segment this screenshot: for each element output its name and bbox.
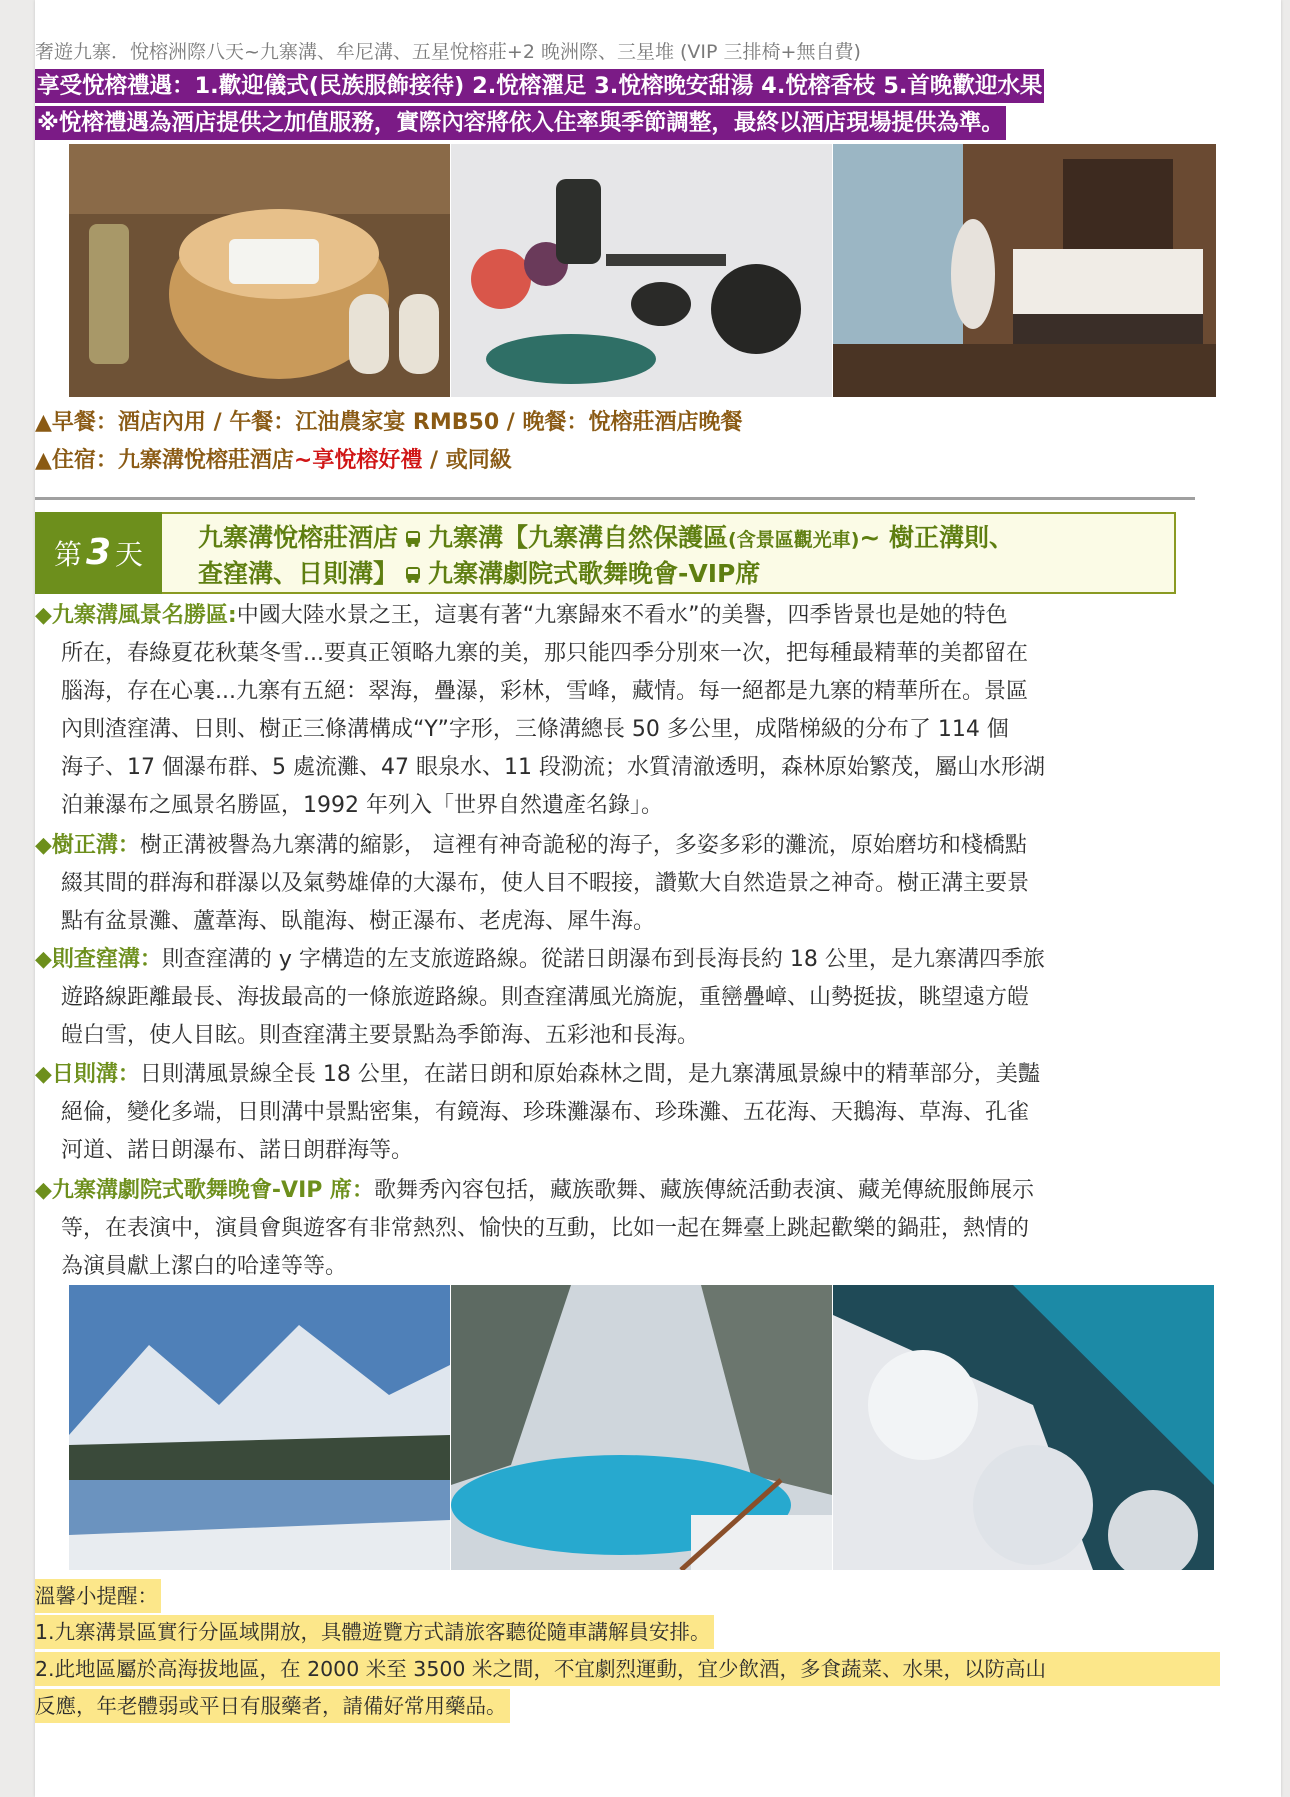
reminder-item-1: 1.九寨溝景區實行分區域開放，具體遊覽方式請旅客聽從隨車講解員安排。 xyxy=(35,1615,714,1649)
day-title-note: (含景區觀光車) xyxy=(728,529,860,551)
bus-icon xyxy=(404,530,422,548)
section-text: 則查窪溝的 y 字構造的左支旅遊路線。從諾日朗瀑布到長海長約 18 公里，是九寨溝四季旅 xyxy=(161,947,1045,972)
day-title-part: 九寨溝悅榕莊酒店 xyxy=(198,523,399,552)
section-label: ◆則查窪溝： xyxy=(35,947,162,972)
section-text: 樹正溝被譽為九寨溝的縮影， 這裡有神奇詭秘的海子，多姿多彩的灘流，原始磨坊和棧橋點 xyxy=(139,833,1027,858)
photo-hotel-room xyxy=(833,144,1216,397)
day-badge xyxy=(35,512,162,594)
section-label: ◆樹正溝： xyxy=(35,833,140,858)
section-text: 綴其間的群海和群瀑以及氣勢雄偉的大瀑布，使人目不暇接，讚歎大自然造景之神奇。樹正溝主要景 xyxy=(61,871,1030,896)
section-zechawa xyxy=(35,941,1220,1055)
photo-frozen-forest xyxy=(833,1285,1214,1570)
section-text: 河道、諾日朗瀑布、諾日朗群海等。 xyxy=(61,1138,414,1163)
photo-snowy-blue-pool xyxy=(451,1285,832,1570)
bus-icon xyxy=(404,566,422,584)
section-text: 泊兼瀑布之風景名勝區，1992 年列入「世界自然遺產名錄」。 xyxy=(61,793,663,818)
section-divider xyxy=(35,497,1195,500)
lodging-info xyxy=(35,443,512,474)
section-text: 遊路線距離最長、海拔最高的一條旅遊路線。則查窪溝風光旖旎，重巒疊嶂、山勢挺拔，眺望遠方皚 xyxy=(61,985,1030,1010)
day-title-part: 九寨溝劇院式歌舞晚會-VIP席 xyxy=(428,559,761,588)
section-text: 日則溝風景線全長 18 公里，在諾日朗和原始森林之間，是九寨溝風景線中的精華部分，美豔 xyxy=(139,1062,1040,1087)
section-text: 歌舞秀內容包括，藏族歌舞、藏族傳統活動表演、藏羌傳統服飾展示 xyxy=(374,1178,1035,1203)
day-title-part: 九寨溝【九寨溝自然保護區 xyxy=(428,523,729,552)
day-title-line1 xyxy=(198,518,1014,554)
photo-snow-mountain-lake xyxy=(69,1285,450,1570)
day-title-line2 xyxy=(198,554,760,590)
section-text: 點有盆景灘、蘆葦海、臥龍海、樹正瀑布、老虎海、犀牛海。 xyxy=(61,909,656,934)
section-text: 絕倫，變化多端，日則溝中景點密集，有鏡海、珍珠灘瀑布、珍珠灘、五花海、天鵝海、草海、孔雀 xyxy=(61,1100,1030,1125)
section-label: ◆九寨溝劇院式歌舞晚會-VIP 席： xyxy=(35,1178,375,1203)
day-title-part: 查窪溝、日則溝】 xyxy=(198,559,399,588)
section-text: 皚白雪，使人目眩。則查窪溝主要景點為季節海、五彩池和長海。 xyxy=(61,1023,700,1048)
photo-fruit-and-tea xyxy=(451,144,832,397)
section-rize xyxy=(35,1056,1220,1170)
section-text: 腦海，存在心裏...九寨有五絕：翠海，疊瀑，彩林，雪峰，藏情。每一絕都是九寨的精華所在。景區 xyxy=(61,679,1028,704)
section-text: 等，在表演中，演員會與遊客有非常熱烈、愉快的互動，比如一起在舞臺上跳起歡樂的鍋莊，熱情的 xyxy=(61,1216,1030,1241)
section-text: 內則渣窪溝、日則、樹正三條溝構成“Y”字形，三條溝總長 50 多公里，成階梯級的分布了 114 個 xyxy=(61,717,1009,742)
itinerary-header: 奢遊九寨．悅榕洲際八天~九寨溝、牟尼溝、五星悅榕莊+2 晚洲際、三星堆 (VIP 三排椅+無自費) xyxy=(35,41,861,63)
section-label: ◆九寨溝風景名勝區: xyxy=(35,603,237,628)
day-suffix: 天 xyxy=(115,538,144,571)
reminder-title: 溫馨小提醒： xyxy=(35,1579,161,1613)
section-show xyxy=(35,1172,1220,1286)
day-number: 3 xyxy=(85,532,112,573)
privilege-banner: 享受悅榕禮遇：1.歡迎儀式(民族服飾接待) 2.悅榕濯足 3.悅榕晚安甜湯 4.悅榕香枝 5.首晚歡迎水果 xyxy=(35,69,1044,103)
day-title-part: ~ 樹正溝則、 xyxy=(859,523,1015,552)
section-shuzheng xyxy=(35,827,1220,941)
lodging-highlight: ~享悅榕好禮 xyxy=(293,448,423,473)
lodging-prefix: ▲住宿：九寨溝悅榕莊酒店 xyxy=(35,448,294,473)
day-prefix: 第 xyxy=(53,538,82,571)
section-label: ◆日則溝： xyxy=(35,1062,140,1087)
reminder-item-2: 2.此地區屬於高海拔地區，在 2000 米至 3500 米之間，不宜劇烈運動，宜少飲酒，多食蔬菜、水果，以防高山 xyxy=(35,1652,1220,1686)
section-text: 為演員獻上潔白的哈達等等。 xyxy=(61,1254,348,1279)
photo-foot-bath xyxy=(69,144,450,397)
section-text: 中國大陸水景之王，這裏有著“九寨歸來不看水”的美譽，四季皆景也是她的特色 xyxy=(236,603,1008,628)
meals-info: ▲早餐：酒店內用 / 午餐：江油農家宴 RMB50 / 晚餐：悅榕莊酒店晚餐 xyxy=(35,410,743,435)
section-jiuzhaigou xyxy=(35,597,1220,825)
reminder-item-2-cont: 反應，年老體弱或平日有服藥者，請備好常用藥品。 xyxy=(35,1689,510,1723)
section-text: 所在，春綠夏花秋葉冬雪...要真正領略九寨的美，那只能四季分別來一次，把每種最精華的美都留在 xyxy=(61,641,1028,666)
section-text: 海子、17 個瀑布群、5 處流灘、47 眼泉水、11 段泐流；水質清澈透明，森林原始繁茂，屬山水形湖 xyxy=(61,755,1045,780)
privilege-disclaimer: ※悅榕禮遇為酒店提供之加值服務，實際內容將依入住率與季節調整，最終以酒店現場提供為準。 xyxy=(35,106,1006,140)
lodging-suffix: / 或同級 xyxy=(422,448,512,473)
